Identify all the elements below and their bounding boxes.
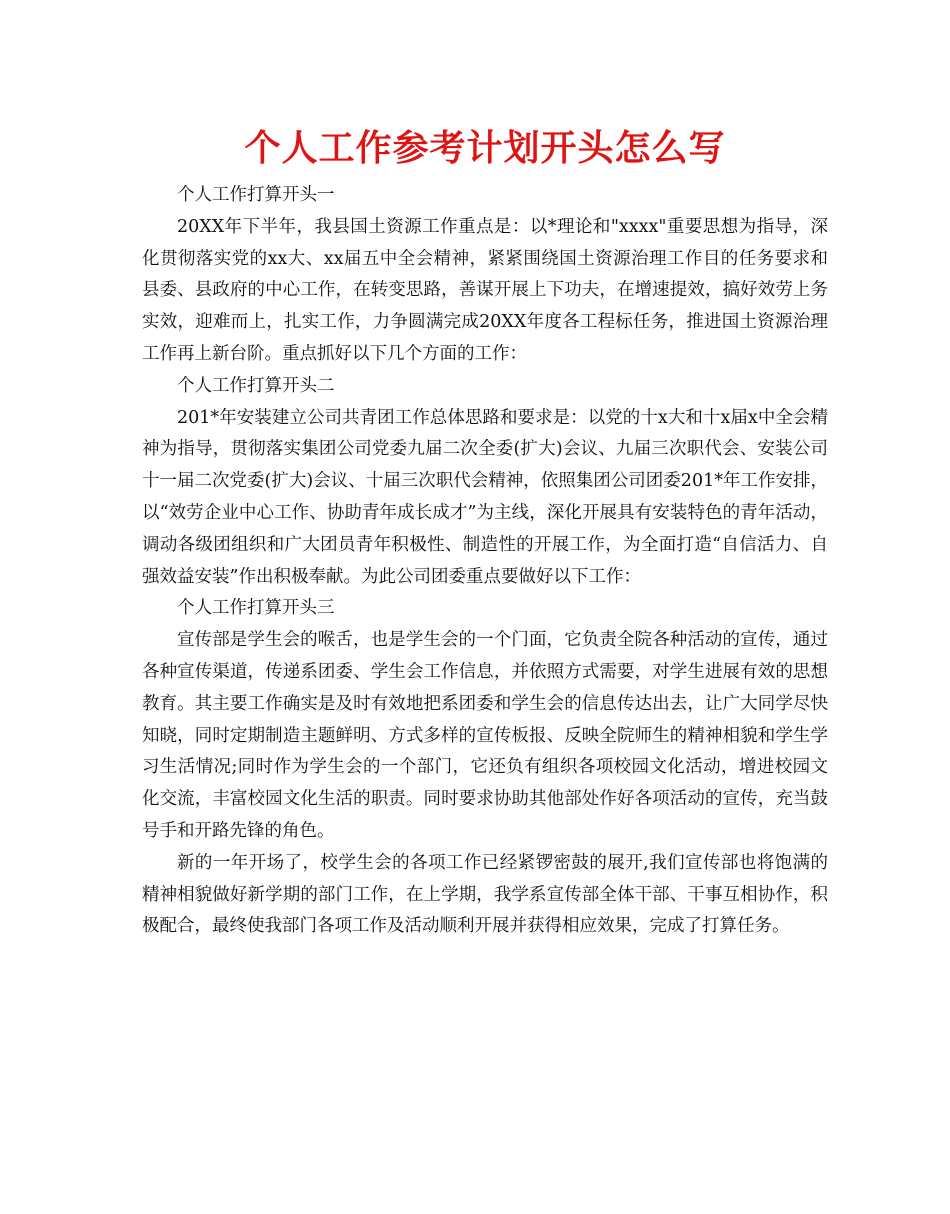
section-2 xyxy=(142,371,828,594)
document-title: 个人工作参考计划开头怎么写 xyxy=(244,127,726,169)
section-3 xyxy=(142,593,828,943)
section-1 xyxy=(142,180,828,371)
section-heading: 个人工作打算开头二 xyxy=(177,375,335,396)
section-heading: 个人工作打算开头三 xyxy=(177,598,335,619)
section-heading: 个人工作打算开头一 xyxy=(177,185,335,205)
paragraph: 201*年安装建立公司共青团工作总体思路和要求是：以党的十x大和十x届x中全会精神为指导，贯彻落实集团公司党委九届二次全委(扩大)会议、九届三次职代会、安装公司十一届二次党委(扩大)会议、十届三次职代会精神，依照集团公司团委201*年工作安排，以“效劳企业中心工作、协助青年成长成才”为主线，深化开展具有安装特色的青年活动，调动各级团组织和广大团员青年积极性、制造性的开展工作，为全面打造“自信活力、自强效益安装”作出积极奉献。为此公司团委重点要做好以下工作： xyxy=(142,407,828,587)
paragraph: 新的一年开场了，校学生会的各项工作已经紧锣密鼓的展开,我们宣传部也将饱满的精神相貌做好新学期的部门工作，在上学期，我学系宣传部全体干部、干事互相协作，积极配合，最终使我部门各项工作及活动顺利开展并获得相应效果，完成了打算任务。 xyxy=(142,852,828,937)
paragraph: 20XX年下半年，我县国土资源工作重点是：以*理论和"xxxx"重要思想为指导，深化贯彻落实党的xx大、xx届五中全会精神，紧紧围绕国土资源治理工作目的任务要求和县委、县政府的中心工作，在转变思路，善谋开展上下功夫，在增速提效，搞好效劳上务实效，迎难而上，扎实工作，力争圆满完成20XX年度各工程标任务，推进国土资源治理工作再上新台阶。重点抓好以下几个方面的工作： xyxy=(142,216,828,364)
paragraph: 宣传部是学生会的喉舌，也是学生会的一个门面，它负责全院各种活动的宣传，通过各种宣传渠道，传递系团委、学生会工作信息，并依照方式需要，对学生进展有效的思想教育。其主要工作确实是及时有效地把系团委和学生会的信息传达出去，让广大同学尽快知晓，同时定期制造主题鲜明、方式多样的宣传板报、反映全院师生的精神相貌和学生学习生活情况;同时作为学生会的一个部门，它还负有组织各项校园文化活动，增进校园文化交流，丰富校园文化生活的职责。同时要求协助其他部处作好各项活动的宣传，充当鼓号手和开路先锋的角色。 xyxy=(142,630,828,841)
